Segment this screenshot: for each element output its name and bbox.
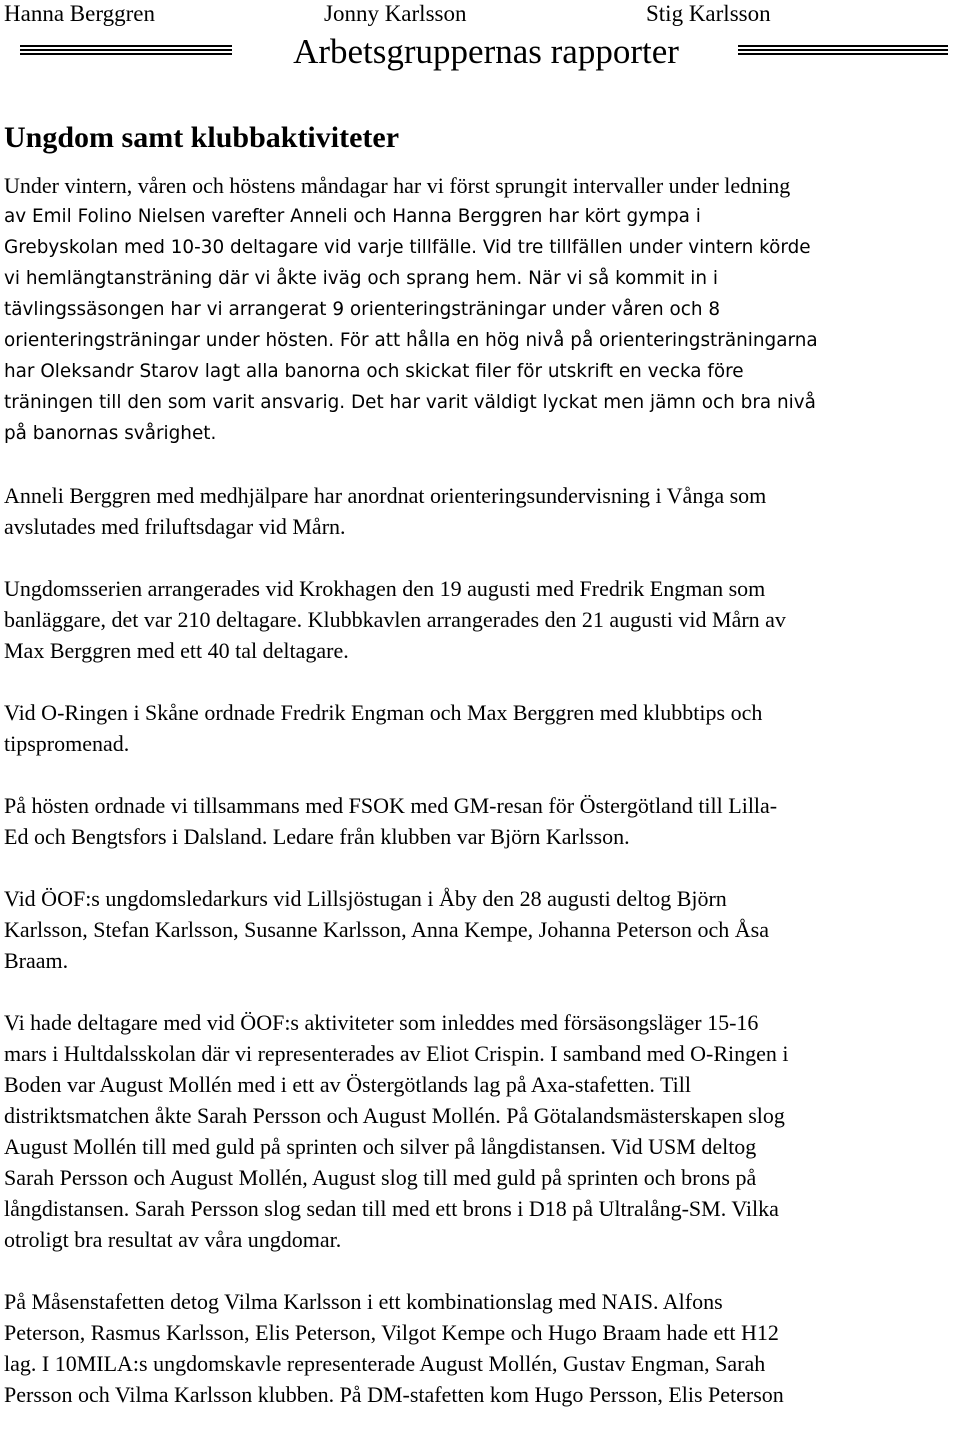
text-line: av Emil Folino Nielsen varefter Anneli och Hanna Berggren har kört gympa i: [4, 206, 701, 227]
report-body: [4, 170, 960, 1441]
text-line: Karlsson, Stefan Karlsson, Susanne Karlsson, Anna Kempe, Johanna Peterson och Åsa: [4, 917, 769, 942]
text-line: träningen till den som varit ansvarig. Det har varit väldigt lyckat men jämn och bra nivå: [4, 392, 816, 413]
text-line: På Måsenstafetten detog Vilma Karlsson i ett kombinationslag med NAIS. Alfons: [4, 1289, 723, 1314]
text-line: Braam.: [4, 948, 69, 973]
author-name: Stig Karlsson: [646, 1, 771, 26]
text-line: Grebyskolan med 10-30 deltagare vid varje tillfälle. Vid tre tillfällen under vintern körde: [4, 237, 811, 258]
text-line: distriktsmatchen åkte Sarah Persson och August Mollén. På Götalandsmästerskapen slog: [4, 1103, 785, 1128]
decorative-rule-right: [738, 45, 948, 57]
paragraph: [4, 883, 960, 976]
text-line: vi hemlängtansträning där vi åkte iväg och sprang hem. När vi så kommit in i: [4, 268, 719, 289]
text-line: otroligt bra resultat av våra ungdomar.: [4, 1227, 342, 1252]
text-line: Sarah Persson och August Mollén, August slog till med guld på sprinten och brons på: [4, 1165, 757, 1190]
text-line: Vid ÖOF:s ungdomsledarkurs vid Lillsjöstugan i Åby den 28 augusti deltog Björn: [4, 886, 727, 911]
author-name: Jonny Karlsson: [324, 1, 467, 26]
text-line: Anneli Berggren med medhjälpare har anordnat orienteringsundervisning i Vånga som: [4, 483, 767, 508]
text-line: Max Berggren med ett 40 tal deltagare.: [4, 638, 349, 663]
paragraph: [4, 1286, 960, 1410]
text-line: tipspromenad.: [4, 731, 130, 756]
masthead: [0, 30, 960, 74]
paragraph: [4, 170, 960, 449]
text-line: lag. I 10MILA:s ungdomskavle representerade August Mollén, Gustav Engman, Sarah: [4, 1351, 766, 1376]
text-line: tävlingssäsongen har vi arrangerat 9 orienteringsträningar under våren och 8: [4, 299, 721, 320]
text-line: Ungdomsserien arrangerades vid Krokhagen den 19 augusti med Fredrik Engman som: [4, 576, 766, 601]
paragraph: [4, 1007, 960, 1255]
text-line: På hösten ordnade vi tillsammans med FSOK med GM-resan för Östergötland till Lilla-: [4, 793, 778, 818]
text-line: August Mollén till med guld på sprinten och silver på långdistansen. Vid USM deltog: [4, 1134, 757, 1159]
author-header: [0, 0, 960, 28]
text-line: Ed och Bengtsfors i Dalsland. Ledare från klubben var Björn Karlsson.: [4, 824, 630, 849]
author-name: Hanna Berggren: [4, 1, 155, 26]
paragraph: [4, 790, 960, 852]
text-line: mars i Hultdalsskolan där vi representerades av Eliot Crispin. I samband med O-Ringen i: [4, 1041, 789, 1066]
text-line: Vid O-Ringen i Skåne ordnade Fredrik Engman och Max Berggren med klubbtips och: [4, 700, 763, 725]
text-line: långdistansen. Sarah Persson slog sedan till med ett brons i D18 på Ultralång-SM. Vilka: [4, 1196, 779, 1221]
text-line: Vi hade deltagare med vid ÖOF:s aktiviteter som inleddes med försäsongsläger 15-16: [4, 1010, 759, 1035]
text-line: avslutades med friluftsdagar vid Mårn.: [4, 514, 346, 539]
text-line: har Oleksandr Starov lagt alla banorna och skickat filer för utskrift en vecka före: [4, 361, 744, 382]
page-title: Arbetsgruppernas rapporter: [293, 32, 679, 71]
decorative-rule-left: [20, 45, 232, 57]
text-line: orienteringsträningar under hösten. För att hålla en hög nivå på orienteringsträningarna: [4, 330, 818, 351]
paragraph: [4, 573, 960, 666]
text-line: Peterson, Rasmus Karlsson, Elis Peterson, Vilgot Kempe och Hugo Braam hade ett H12: [4, 1320, 779, 1345]
text-line: Persson och Vilma Karlsson klubben. På DM-stafetten kom Hugo Persson, Elis Peterson: [4, 1382, 784, 1407]
section-heading: Ungdom samt klubbaktiviteter: [4, 121, 400, 154]
paragraph: [4, 697, 960, 759]
text-line: banläggare, det var 210 deltagare. Klubbkavlen arrangerades den 21 augusti vid Mårn av: [4, 607, 786, 632]
text-line: Boden var August Mollén med i ett av Östergötlands lag på Axa-stafetten. Till: [4, 1072, 692, 1097]
paragraph: [4, 480, 960, 542]
text-line: Under vintern, våren och höstens måndagar har vi först sprungit intervaller under ledning: [4, 173, 791, 198]
text-line: på banornas svårighet.: [4, 423, 217, 444]
